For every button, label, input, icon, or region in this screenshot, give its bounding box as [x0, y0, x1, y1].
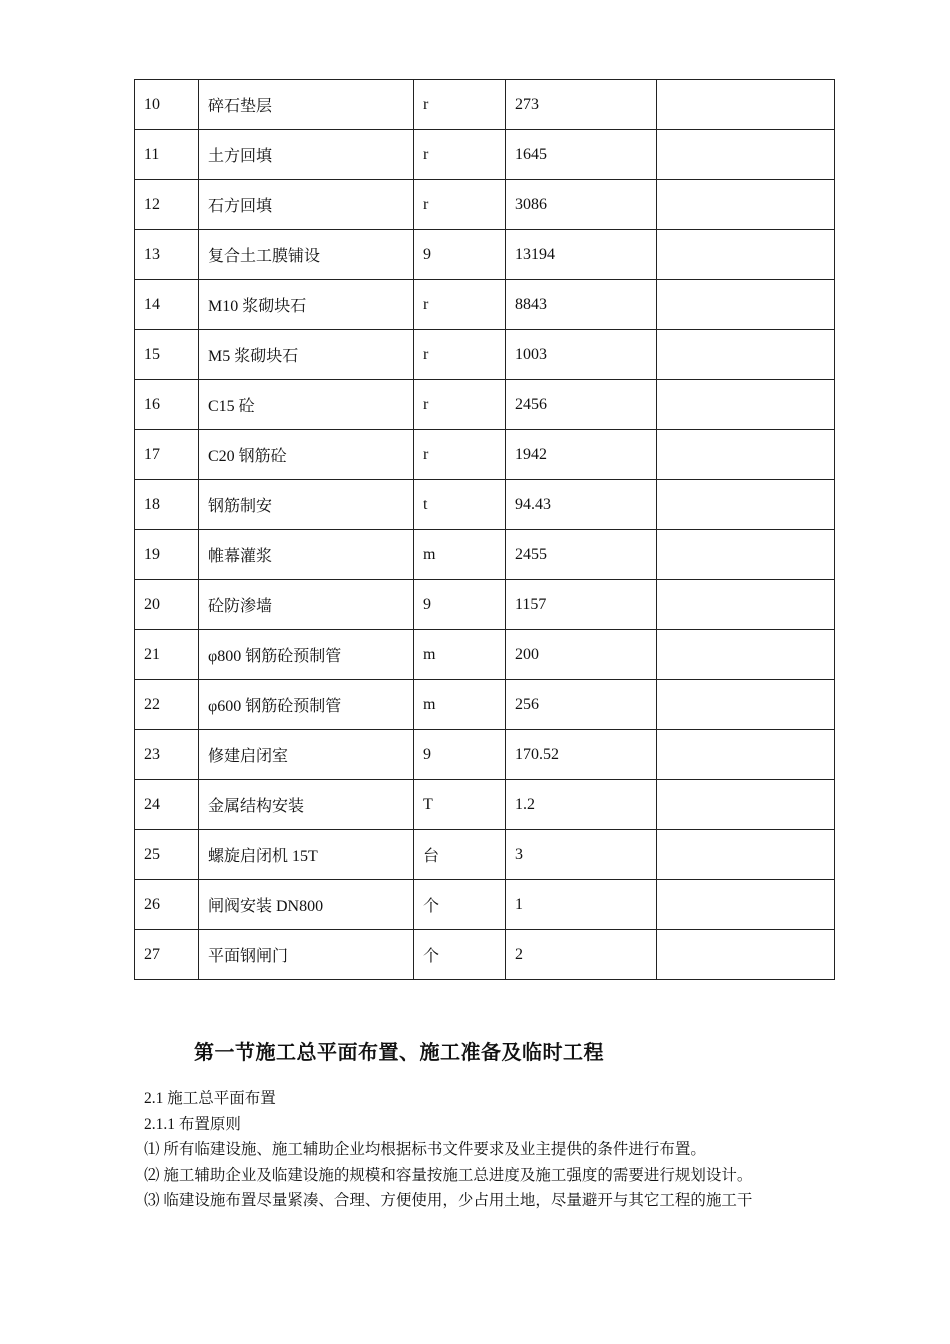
- unit-cell: m: [414, 680, 506, 730]
- remark-cell: [657, 830, 835, 880]
- section-body: [144, 1086, 824, 1214]
- table-row: [135, 130, 835, 180]
- table-row: [135, 680, 835, 730]
- unit-cell: 个: [414, 930, 506, 980]
- remark-cell: [657, 80, 835, 130]
- quantity-cell: 13194: [506, 230, 657, 280]
- quantity-cell: 2455: [506, 530, 657, 580]
- unit-cell: 9: [414, 730, 506, 780]
- unit-cell: r: [414, 430, 506, 480]
- unit-cell: 个: [414, 880, 506, 930]
- unit-cell: r: [414, 80, 506, 130]
- row-number-cell: 23: [135, 730, 199, 780]
- quantity-cell: 170.52: [506, 730, 657, 780]
- table-row: [135, 480, 835, 530]
- unit-cell: 9: [414, 230, 506, 280]
- quantity-cell: 8843: [506, 280, 657, 330]
- item-name-cell: φ800 钢筋砼预制管: [199, 630, 414, 680]
- table-row: [135, 180, 835, 230]
- unit-cell: m: [414, 530, 506, 580]
- row-number-cell: 12: [135, 180, 199, 230]
- paragraph-item-1: ⑴ 所有临建设施、施工辅助企业均根据标书文件要求及业主提供的条件进行布置。: [144, 1141, 706, 1158]
- item-name-cell: M10 浆砌块石: [199, 280, 414, 330]
- row-number-cell: 13: [135, 230, 199, 280]
- unit-cell: r: [414, 280, 506, 330]
- item-name-cell: 碎石垫层: [199, 80, 414, 130]
- remark-cell: [657, 480, 835, 530]
- remark-cell: [657, 130, 835, 180]
- table-row: [135, 630, 835, 680]
- unit-cell: t: [414, 480, 506, 530]
- remark-cell: [657, 330, 835, 380]
- table-row: [135, 830, 835, 880]
- table-row: [135, 930, 835, 980]
- row-number-cell: 22: [135, 680, 199, 730]
- remark-cell: [657, 680, 835, 730]
- quantity-cell: 200: [506, 630, 657, 680]
- remark-cell: [657, 380, 835, 430]
- quantity-cell: 3: [506, 830, 657, 880]
- unit-cell: 台: [414, 830, 506, 880]
- item-name-cell: 金属结构安装: [199, 780, 414, 830]
- section-title: 第一节施工总平面布置、施工准备及临时工程: [194, 1040, 604, 1064]
- item-name-cell: 钢筋制安: [199, 480, 414, 530]
- remark-cell: [657, 280, 835, 330]
- row-number-cell: 11: [135, 130, 199, 180]
- table-row: [135, 880, 835, 930]
- item-name-cell: 帷幕灌浆: [199, 530, 414, 580]
- item-name-cell: 修建启闭室: [199, 730, 414, 780]
- quantity-cell: 1942: [506, 430, 657, 480]
- table-row: [135, 580, 835, 630]
- item-name-cell: 石方回填: [199, 180, 414, 230]
- remark-cell: [657, 580, 835, 630]
- remark-cell: [657, 530, 835, 580]
- unit-cell: 9: [414, 580, 506, 630]
- table-row: [135, 280, 835, 330]
- quantity-cell: 1157: [506, 580, 657, 630]
- heading-2-1-1: 2.1.1 布置原则: [144, 1115, 241, 1133]
- quantity-cell: 94.43: [506, 480, 657, 530]
- table-row: [135, 230, 835, 280]
- item-name-cell: φ600 钢筋砼预制管: [199, 680, 414, 730]
- table-row: [135, 380, 835, 430]
- row-number-cell: 19: [135, 530, 199, 580]
- table-row: [135, 80, 835, 130]
- row-number-cell: 26: [135, 880, 199, 930]
- unit-cell: r: [414, 180, 506, 230]
- remark-cell: [657, 430, 835, 480]
- remark-cell: [657, 180, 835, 230]
- unit-cell: r: [414, 130, 506, 180]
- unit-cell: m: [414, 630, 506, 680]
- quantity-cell: 273: [506, 80, 657, 130]
- paragraph-item-3: ⑶ 临建设施布置尽量紧凑、合理、方便使用，少占用土地，尽量避开与其它工程的施工干: [144, 1192, 753, 1209]
- quantities-table-body: [135, 80, 835, 980]
- row-number-cell: 21: [135, 630, 199, 680]
- quantities-table: [134, 79, 835, 980]
- remark-cell: [657, 780, 835, 830]
- row-number-cell: 25: [135, 830, 199, 880]
- quantity-cell: 1.2: [506, 780, 657, 830]
- quantity-cell: 256: [506, 680, 657, 730]
- unit-cell: T: [414, 780, 506, 830]
- table-row: [135, 730, 835, 780]
- item-name-cell: C20 钢筋砼: [199, 430, 414, 480]
- heading-2-1: 2.1 施工总平面布置: [144, 1090, 276, 1107]
- remark-cell: [657, 230, 835, 280]
- row-number-cell: 14: [135, 280, 199, 330]
- remark-cell: [657, 880, 835, 930]
- remark-cell: [657, 730, 835, 780]
- quantity-cell: 1645: [506, 130, 657, 180]
- item-name-cell: 砼防渗墙: [199, 580, 414, 630]
- row-number-cell: 20: [135, 580, 199, 630]
- item-name-cell: 土方回填: [199, 130, 414, 180]
- unit-cell: r: [414, 380, 506, 430]
- unit-cell: r: [414, 330, 506, 380]
- item-name-cell: 闸阀安装 DN800: [199, 880, 414, 930]
- quantity-cell: 1003: [506, 330, 657, 380]
- quantity-cell: 2456: [506, 380, 657, 430]
- row-number-cell: 27: [135, 930, 199, 980]
- table-row: [135, 330, 835, 380]
- row-number-cell: 10: [135, 80, 199, 130]
- remark-cell: [657, 630, 835, 680]
- table-row: [135, 530, 835, 580]
- item-name-cell: C15 砼: [199, 380, 414, 430]
- row-number-cell: 24: [135, 780, 199, 830]
- quantity-cell: 2: [506, 930, 657, 980]
- table-row: [135, 430, 835, 480]
- item-name-cell: 螺旋启闭机 15T: [199, 830, 414, 880]
- item-name-cell: 平面钢闸门: [199, 930, 414, 980]
- paragraph-item-2: ⑵ 施工辅助企业及临建设施的规模和容量按施工总进度及施工强度的需要进行规划设计。: [144, 1166, 753, 1184]
- table-row: [135, 780, 835, 830]
- row-number-cell: 17: [135, 430, 199, 480]
- quantity-cell: 1: [506, 880, 657, 930]
- item-name-cell: M5 浆砌块石: [199, 330, 414, 380]
- item-name-cell: 复合土工膜铺设: [199, 230, 414, 280]
- remark-cell: [657, 930, 835, 980]
- row-number-cell: 15: [135, 330, 199, 380]
- row-number-cell: 18: [135, 480, 199, 530]
- row-number-cell: 16: [135, 380, 199, 430]
- quantity-cell: 3086: [506, 180, 657, 230]
